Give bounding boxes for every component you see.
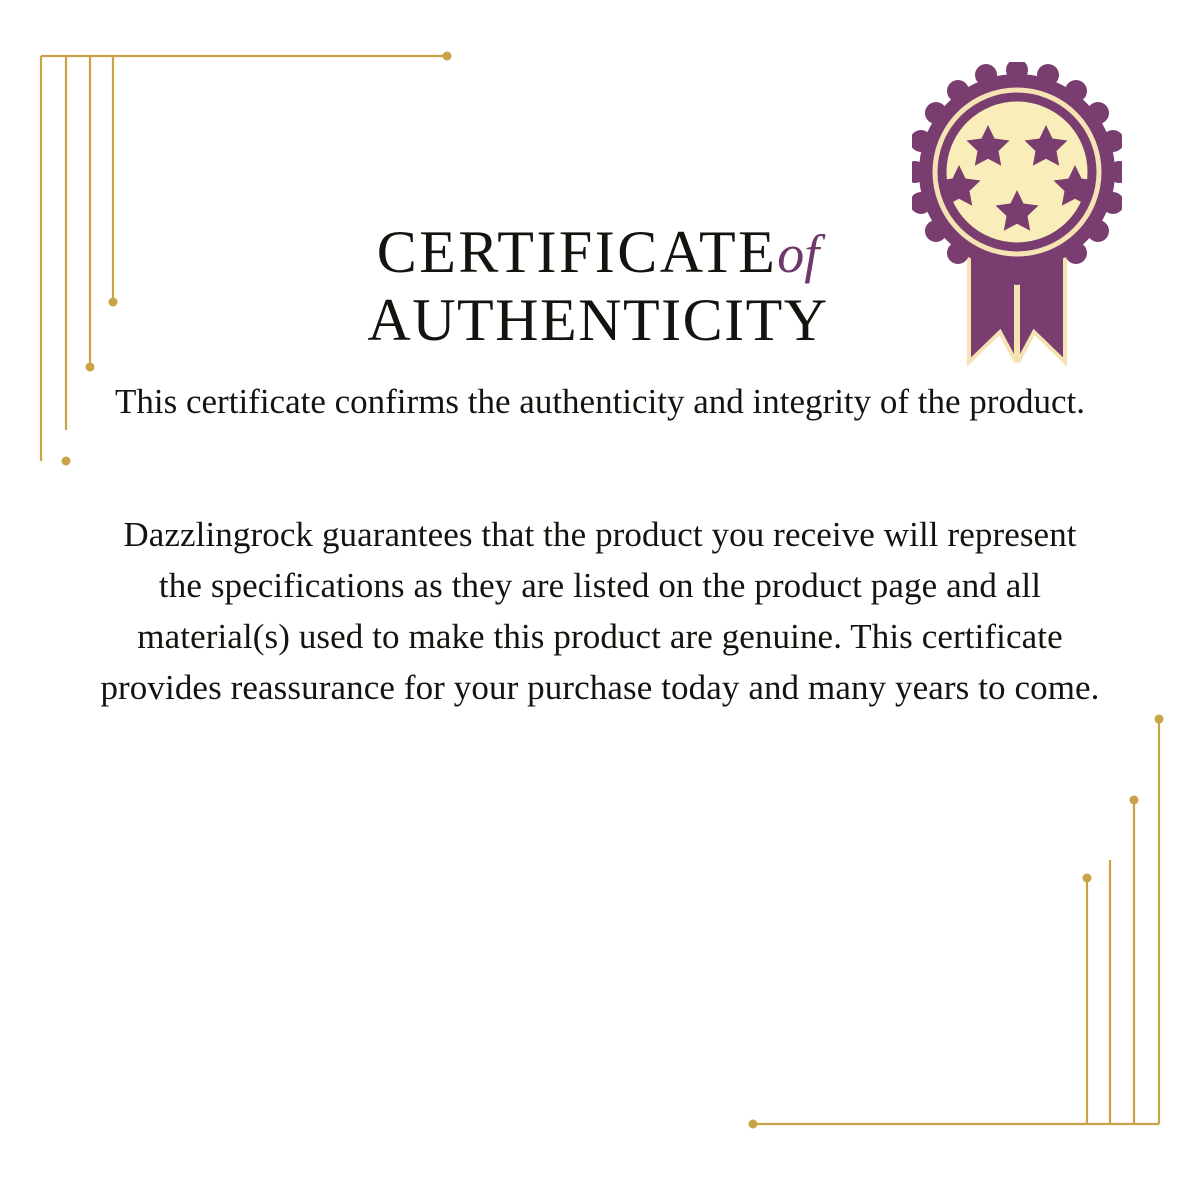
body-paragraph: Dazzlingrock guarantees that the product you receive will represent the specifications as they are listed on the product page and all material(s) used to make this product are genuine. This certificate provides reassurance for your purchase today and many years to come. bbox=[100, 515, 1100, 707]
title-second-line: AUTHENTICITY bbox=[367, 287, 829, 354]
certificate-content bbox=[100, 218, 1100, 713]
title-connector: of bbox=[777, 224, 820, 284]
lead-paragraph: This certificate confirms the authenticity and integrity of the product. bbox=[115, 381, 1085, 421]
page-title bbox=[100, 218, 1100, 355]
body-paragraph-block bbox=[100, 510, 1100, 713]
title-main-word: CERTIFICATE bbox=[376, 219, 778, 285]
corner-decoration-bottom-right bbox=[720, 700, 1200, 1200]
